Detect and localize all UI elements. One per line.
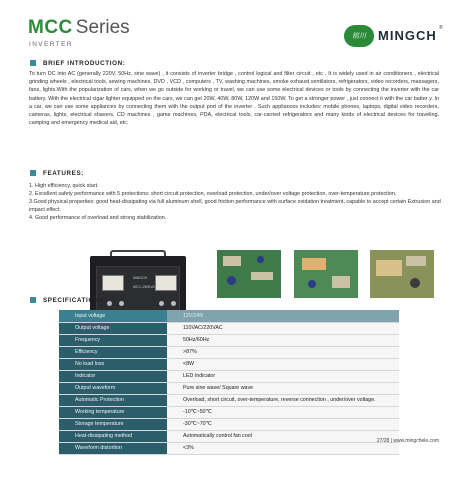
specs-heading (30, 297, 106, 304)
table-row (59, 370, 399, 382)
heading-square-icon (30, 170, 36, 176)
spec-value: Overload, short circuit, over-temperature, reverse connection , under/over voltage. (167, 394, 399, 406)
page-subtitle: INVERTER (29, 41, 73, 48)
spec-value: <8W (167, 358, 399, 370)
table-row (59, 322, 399, 334)
knob-icon (159, 301, 164, 306)
logo-registered-mark: ® (439, 25, 443, 31)
brief-text: To turn DC into AC (generally 220V, 50Hz, sine wave) , it consists of inverter bridge , control logical and filter circuit , etc . It is widely used in air conditioners , electrical grinding wheels , electrical tools, sewing machines, DVD , VCD , computers , TV, washing machines, smoke exhaust ventilators, refrigerators, video recorders, massagers, fans, lights.With the popularization of cars, when we go outside for working or travel, we can use some electrical devices or tools by connecting the inverter with the car battery. With the electrical cigar lighter equipped on the cars, we can get 20W, 40W, 80W, 120W and 150W. To get a stronger power , just connect it with the car batter y. In a car, we can use some appliances by connecting them with the output port of the inverter . Such appliances includes: mobile phones, laptops, digital video recorders, cameras, lights, electrical shavers, CD machines , game machines, PDA, electrical tools, car-carried refrigerators and many kinds of electrical devices for traveling, camping and emergency medical aid, etc. (29, 71, 439, 127)
spec-value: 110VAC/220VAC (167, 322, 399, 334)
logo-text: MINGCH (378, 28, 437, 43)
brand-logo (344, 25, 444, 47)
circuit-board-image (217, 250, 281, 298)
table-row (59, 346, 399, 358)
spec-key: Output voltage (59, 322, 167, 334)
spec-value: -10℃~50℃ (167, 406, 399, 418)
feature-item: 4. Good performance of overload and strong stabilization. (29, 215, 167, 222)
heading-square-icon (30, 60, 36, 66)
table-row (59, 418, 399, 430)
series-code: MCC (28, 17, 73, 38)
table-row (59, 430, 399, 442)
spec-key: Working temperature (59, 406, 167, 418)
spec-value: Pure sine wave/ Square wave (167, 382, 399, 394)
circuit-board-image (294, 250, 358, 298)
knob-icon (171, 301, 176, 306)
spec-key: Storage temperature (59, 418, 167, 430)
feature-item: 2. Excellent safety performance with 5 protections: short circuit protection, overload protection, under/over voltage protection, over-temperature protection. (29, 191, 397, 198)
page-footer: 27/28 | www.mingchele.com (376, 438, 439, 444)
logo-seal: 铭川 (344, 25, 374, 47)
spec-key: Indicator (59, 370, 167, 382)
spec-key: No load loss (59, 358, 167, 370)
table-row (59, 334, 399, 346)
table-row (59, 358, 399, 370)
spec-key: Waveform distortion (59, 442, 167, 454)
spec-key: Frequency (59, 334, 167, 346)
table-row (59, 382, 399, 394)
spec-value: >87% (167, 346, 399, 358)
brief-heading-label: BRIEF INTRODUCTION: (43, 60, 126, 67)
feature-item: 3.Good physical properties: good heat-dissipating via full aluminum shell, good friction performance with surface oxidation treatment, capable to accept certain Extrusion and impact effect. (29, 199, 441, 214)
ammeter-icon (155, 275, 177, 291)
inverter-model-label: MCC-150KVA (133, 285, 155, 289)
features-list (29, 182, 443, 222)
table-row (59, 394, 399, 406)
circuit-board-image (370, 250, 434, 298)
specifications-table (59, 310, 399, 455)
series-word: Series (75, 17, 130, 38)
table-row (59, 406, 399, 418)
features-heading (30, 170, 84, 177)
inverter-brand-label: MINGCH (133, 276, 148, 280)
spec-value: 50Hz/60Hz (167, 334, 399, 346)
knob-icon (107, 301, 112, 306)
feature-item: 1. High efficiency, quick start. (29, 183, 99, 189)
spec-value: 12V/24V (167, 310, 399, 322)
voltmeter-icon (102, 275, 124, 291)
heading-square-icon (30, 297, 36, 303)
spec-value: LED Indicator (167, 370, 399, 382)
spec-key: Output waveform (59, 382, 167, 394)
spec-value: Automatically control fan cool (167, 430, 399, 442)
spec-key: Automatic Protection (59, 394, 167, 406)
table-row (59, 442, 399, 454)
brief-heading (30, 60, 125, 67)
inverter-body (90, 256, 186, 314)
specs-heading-label: SPECIFICATIONS: (43, 297, 107, 304)
spec-value: -30℃~70℃ (167, 418, 399, 430)
inverter-front-panel (96, 266, 180, 312)
series-title (28, 18, 130, 38)
knob-icon (119, 301, 124, 306)
spec-key: Efficiency (59, 346, 167, 358)
spec-key: Input voltage (59, 310, 167, 322)
spec-value: <3% (167, 442, 399, 454)
features-heading-label: FEATURES: (43, 170, 84, 177)
spec-key: Heat-dissipating method (59, 430, 167, 442)
table-row (59, 310, 399, 322)
